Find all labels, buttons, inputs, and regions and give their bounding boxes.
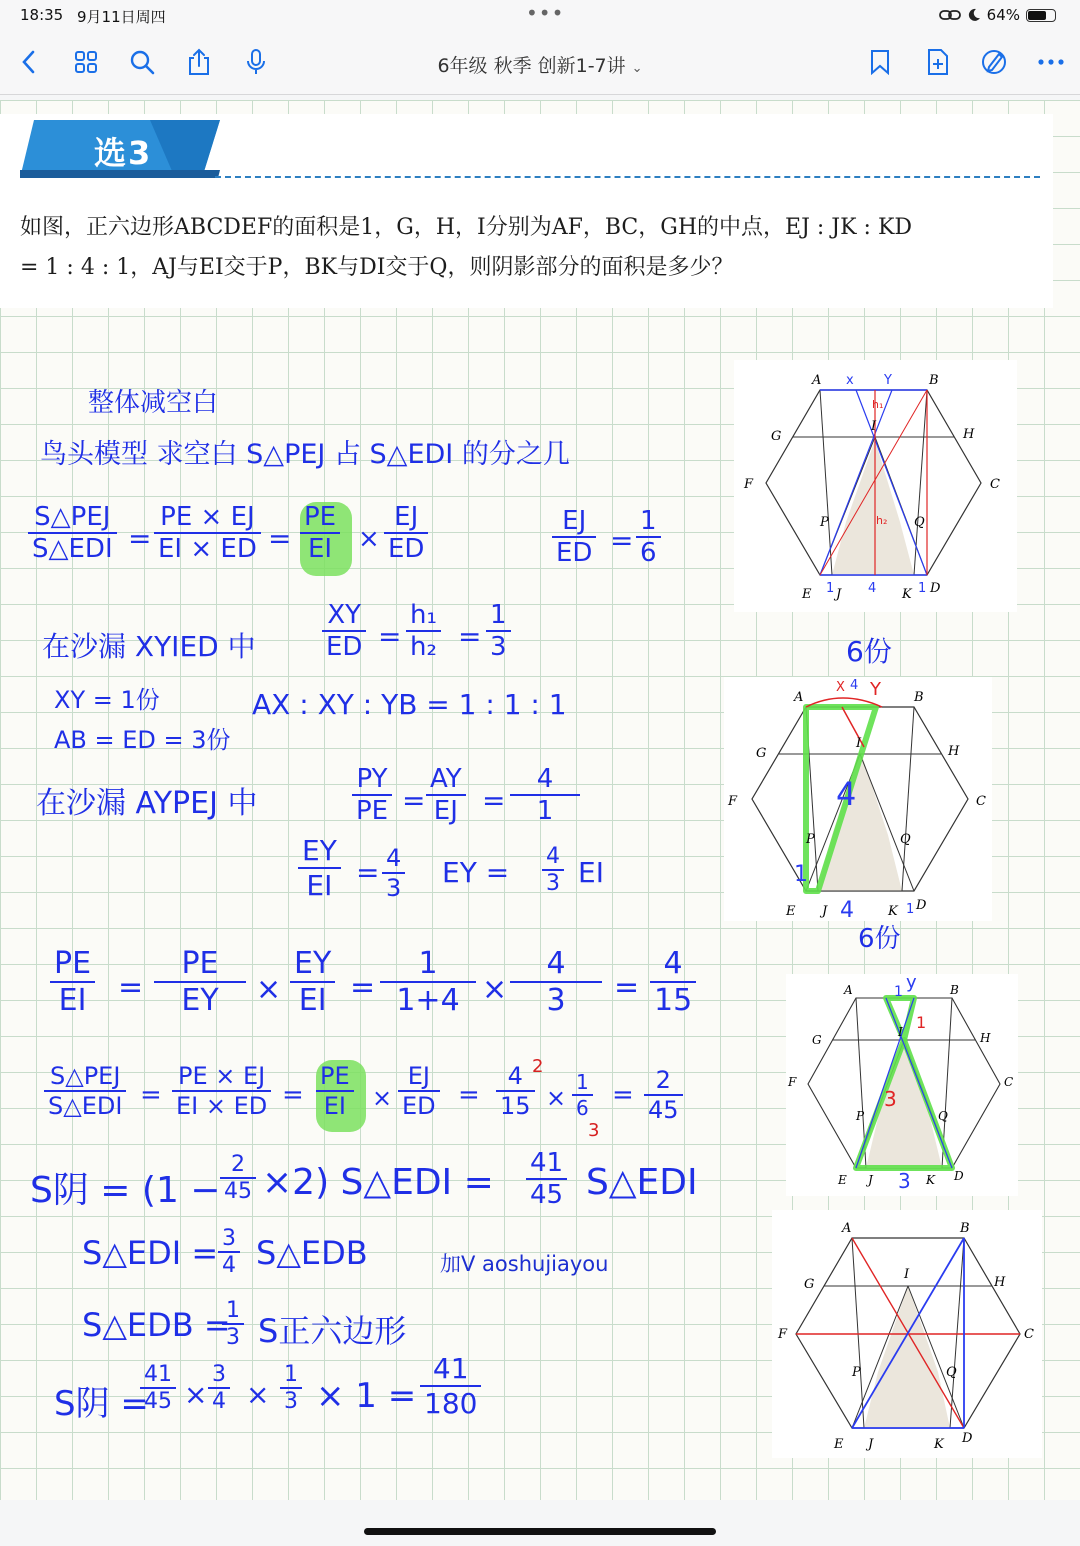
mark-h2: h₂: [876, 514, 888, 527]
f1-lhs: S△PEJ S△EDI: [28, 502, 117, 564]
f3-c: 4 1: [510, 764, 580, 826]
equals: =: [356, 856, 380, 889]
note-line-8: S阴 = (1 −: [30, 1170, 221, 1211]
times: ×: [546, 1084, 567, 1112]
mark-big-4: 4: [836, 775, 857, 813]
bottom-area: [0, 1500, 1080, 1546]
label-P: P: [852, 1365, 861, 1380]
markup-button[interactable]: [976, 44, 1012, 80]
equals: =: [614, 970, 640, 1005]
note-line-4: XY = 1份: [54, 686, 160, 714]
equals: =: [118, 970, 144, 1005]
problem-line-2: = 1 : 4 : 1，AJ与EI交于P，BK与DI交于Q，则阴影部分的面积是多少？: [20, 255, 734, 280]
equals: =: [458, 620, 482, 653]
mark-y: Y: [870, 679, 881, 700]
note-line-1: 整体减空白: [88, 388, 219, 418]
line-10-tail: S正六边形: [258, 1312, 407, 1350]
f4-b: 4 3: [382, 844, 405, 902]
f1-side-rhs: 1 6: [636, 506, 661, 568]
mark-h1: h₁: [872, 398, 884, 411]
label-Q: Q: [938, 1109, 948, 1123]
figure-3: [786, 974, 1018, 1196]
label-G: G: [756, 746, 767, 761]
label-P: P: [856, 1109, 865, 1123]
f4-rhs-frac: 4 3: [542, 844, 564, 896]
label-P: P: [806, 832, 815, 847]
label-A: A: [794, 690, 804, 705]
label-H: H: [994, 1275, 1006, 1290]
note-line-10: S△EDB =: [82, 1306, 231, 1344]
problem-line-1: 如图，正六边形ABCDEF的面积是1，G，H，I分别为AF，BC，GH的中点，EJ : JK : KD: [20, 215, 913, 240]
mark-one-b: 1: [918, 581, 927, 596]
label-K: K: [888, 904, 898, 919]
mark-one-b: 1: [906, 902, 915, 917]
f5-a: PE EI: [50, 946, 95, 1018]
label-J: J: [868, 1173, 873, 1187]
f6-d: 1 6: [572, 1070, 593, 1120]
f1-side: EJ ED: [552, 506, 596, 568]
label-E: E: [802, 587, 812, 602]
label-H: H: [948, 744, 960, 759]
label-B: B: [929, 373, 939, 388]
equals: =: [458, 1080, 480, 1110]
add-page-icon: [926, 48, 950, 76]
line-8-mid: ×2) S△EDI =: [262, 1162, 494, 1203]
label-J: J: [822, 904, 828, 919]
label-P: P: [820, 515, 829, 530]
label-E: E: [786, 904, 796, 919]
label-A: A: [842, 1221, 852, 1236]
label-A: A: [844, 983, 853, 997]
watermark-text: 加V aoshujiayou: [440, 1252, 609, 1276]
status-time: 18:35: [20, 6, 64, 24]
mark-one: 1: [794, 862, 808, 887]
figure-3-top-note: 6份: [858, 924, 901, 954]
battery-icon: [1026, 9, 1056, 22]
label-F: F: [788, 1075, 797, 1089]
l11-b: 3 4: [208, 1362, 230, 1414]
mark-j4: 4: [840, 898, 854, 921]
f1-mid: PE × EJ EI × ED: [154, 502, 261, 564]
note-page[interactable]: [0, 100, 1080, 1500]
times: ×: [358, 524, 380, 554]
f1-highlighted-fraction: PE EI: [300, 502, 340, 564]
label-K: K: [934, 1437, 944, 1452]
f4-a: EY EI: [298, 834, 341, 902]
f4-rhs-tail: EI: [578, 856, 604, 889]
label-F: F: [778, 1327, 788, 1342]
figure-2: [724, 677, 992, 921]
f6-c-red-note: 2: [532, 1056, 544, 1077]
document-title-menu[interactable]: [0, 51, 1080, 78]
equals: =: [482, 784, 506, 817]
shaded-region: [864, 1286, 950, 1428]
label-I: I: [898, 1025, 903, 1039]
status-date: 9月11日周四: [77, 8, 166, 26]
problem-text: [20, 208, 1048, 288]
label-A: A: [812, 373, 822, 388]
label-G: G: [812, 1033, 822, 1047]
label-F: F: [728, 794, 738, 809]
equals: =: [350, 970, 376, 1005]
mark-x: X: [836, 680, 845, 695]
line-9-tail: S△EDB: [256, 1234, 368, 1272]
f6-highlighted-fraction: PE EI: [316, 1062, 354, 1120]
f3-a: PY PE: [352, 764, 392, 826]
status-bar: [0, 0, 1080, 32]
toolbar: [0, 32, 1080, 95]
label-G: G: [771, 429, 782, 444]
mark-y: y: [906, 974, 917, 993]
f5-d: 1 1+4: [380, 946, 476, 1018]
add-page-button[interactable]: [920, 44, 956, 80]
equals: =: [612, 1080, 634, 1110]
label-K: K: [926, 1173, 935, 1187]
label-Q: Q: [914, 515, 925, 530]
mark-one: 1: [894, 984, 903, 1000]
document-title: 6年级 秋季 创新1-7讲: [437, 55, 626, 77]
bookmark-button[interactable]: [862, 44, 898, 80]
note-line-5: AB = ED = 3份: [54, 726, 231, 754]
note-line-6: AX : XY : YB = 1 : 1 : 1: [252, 688, 567, 721]
note-line-11: S阴 =: [54, 1384, 149, 1424]
label-J: J: [836, 587, 842, 602]
equals: =: [282, 1080, 304, 1110]
f4-rhs-label: EY =: [442, 856, 510, 889]
l11-c: 1 3: [280, 1362, 302, 1414]
mark-x: x: [846, 373, 854, 388]
f5-e: 4 3: [510, 946, 602, 1018]
figure-1: [734, 360, 1017, 612]
note-line-9: S△EDI =: [82, 1234, 219, 1272]
equals: =: [268, 522, 292, 555]
shaded-region: [818, 749, 902, 891]
f5-c: EY EI: [290, 946, 335, 1018]
label-F: F: [744, 477, 754, 492]
mark-four: 4: [850, 678, 859, 693]
label-D: D: [930, 581, 941, 596]
mark-three: 3: [884, 1087, 897, 1111]
mark-bottom-3: 3: [898, 1169, 911, 1193]
note-line-2: 鸟头模型 求空白 S△PEJ 占 S△EDI 的分之几: [40, 439, 570, 470]
battery-percent: 64%: [986, 6, 1020, 24]
line-9-fraction: 3 4: [218, 1226, 240, 1278]
times: ×: [256, 972, 282, 1007]
line-8-tail: S△EDI: [586, 1162, 698, 1203]
bookmark-icon: [870, 49, 890, 75]
label-I: I: [856, 736, 862, 751]
more-button[interactable]: [1033, 44, 1069, 80]
label-C: C: [1004, 1075, 1014, 1089]
f6-ej-ed: EJ ED: [398, 1062, 440, 1120]
label-I: I: [871, 419, 877, 434]
label-B: B: [960, 1221, 970, 1236]
label-Q: Q: [900, 832, 911, 847]
f1-ej-ed: EJ ED: [384, 502, 428, 564]
label-Q: Q: [946, 1365, 957, 1380]
f2-c: 1 3: [486, 600, 511, 662]
line-8-result-fraction: 41 45: [526, 1148, 567, 1210]
label-D: D: [916, 898, 927, 913]
mark-four: 4: [868, 581, 877, 596]
more-icon: [1038, 59, 1064, 65]
label-B: B: [950, 983, 959, 997]
dashed-divider: [215, 176, 1040, 178]
equals: =: [128, 522, 152, 555]
f5-f: 4 15: [650, 946, 696, 1018]
problem-card: [0, 114, 1053, 308]
f6-e: 2 45: [644, 1066, 683, 1124]
moon-icon: [967, 8, 981, 22]
line-10-fraction: 1 3: [222, 1298, 244, 1350]
f6-lhs: S△PEJ S△EDI: [44, 1062, 126, 1120]
link-icon: [939, 8, 961, 22]
label-I: I: [904, 1267, 910, 1282]
f2-b: h₁ h₂: [406, 600, 441, 662]
label-E: E: [834, 1437, 844, 1452]
mark-red-1: 1: [916, 1013, 927, 1032]
label-H: H: [980, 1031, 991, 1045]
label-C: C: [990, 477, 1000, 492]
f6-c: 4 15: [496, 1062, 535, 1120]
label-G: G: [804, 1277, 815, 1292]
label-J: J: [868, 1437, 874, 1452]
label-E: E: [838, 1173, 847, 1187]
f5-b: PE EY: [154, 946, 246, 1018]
label-C: C: [976, 794, 986, 809]
pen-circle-icon: [980, 48, 1008, 76]
banner-label: 选3: [94, 134, 153, 172]
note-line-3: 在沙漏 XYIED 中: [42, 630, 256, 663]
equals: =: [402, 784, 426, 817]
line-8-fraction: 2 45: [220, 1152, 256, 1204]
home-indicator[interactable]: [364, 1528, 716, 1535]
label-C: C: [1024, 1327, 1034, 1342]
multitasking-dots[interactable]: •••: [526, 1, 565, 25]
note-line-7: 在沙漏 AYPEJ 中: [36, 786, 258, 821]
label-B: B: [914, 690, 924, 705]
l11-result: 41 180: [420, 1352, 481, 1420]
times: ×: [372, 1084, 393, 1112]
equals: =: [610, 524, 634, 557]
mark-one: 1: [826, 581, 835, 596]
f3-b: AY EJ: [426, 764, 466, 826]
equals: =: [140, 1080, 162, 1110]
times: ×: [184, 1378, 208, 1411]
f6-mid: PE × EJ EI × ED: [172, 1062, 271, 1120]
chevron-down-icon: ⌄: [631, 61, 643, 76]
label-H: H: [963, 427, 975, 442]
equals: =: [378, 620, 402, 653]
figure-4: [772, 1210, 1042, 1458]
figure-2-top-note: 6份: [846, 635, 892, 668]
f6-d-red-note: 3: [588, 1120, 600, 1141]
times: ×: [482, 972, 508, 1007]
label-D: D: [962, 1431, 973, 1446]
label-D: D: [954, 1169, 964, 1183]
l11-a: 41 45: [140, 1362, 176, 1414]
label-K: K: [902, 587, 912, 602]
f2-a: XY ED: [322, 600, 366, 662]
l11-tail: × 1 =: [316, 1376, 417, 1416]
mark-y: Y: [884, 373, 892, 388]
times: ×: [246, 1378, 270, 1411]
